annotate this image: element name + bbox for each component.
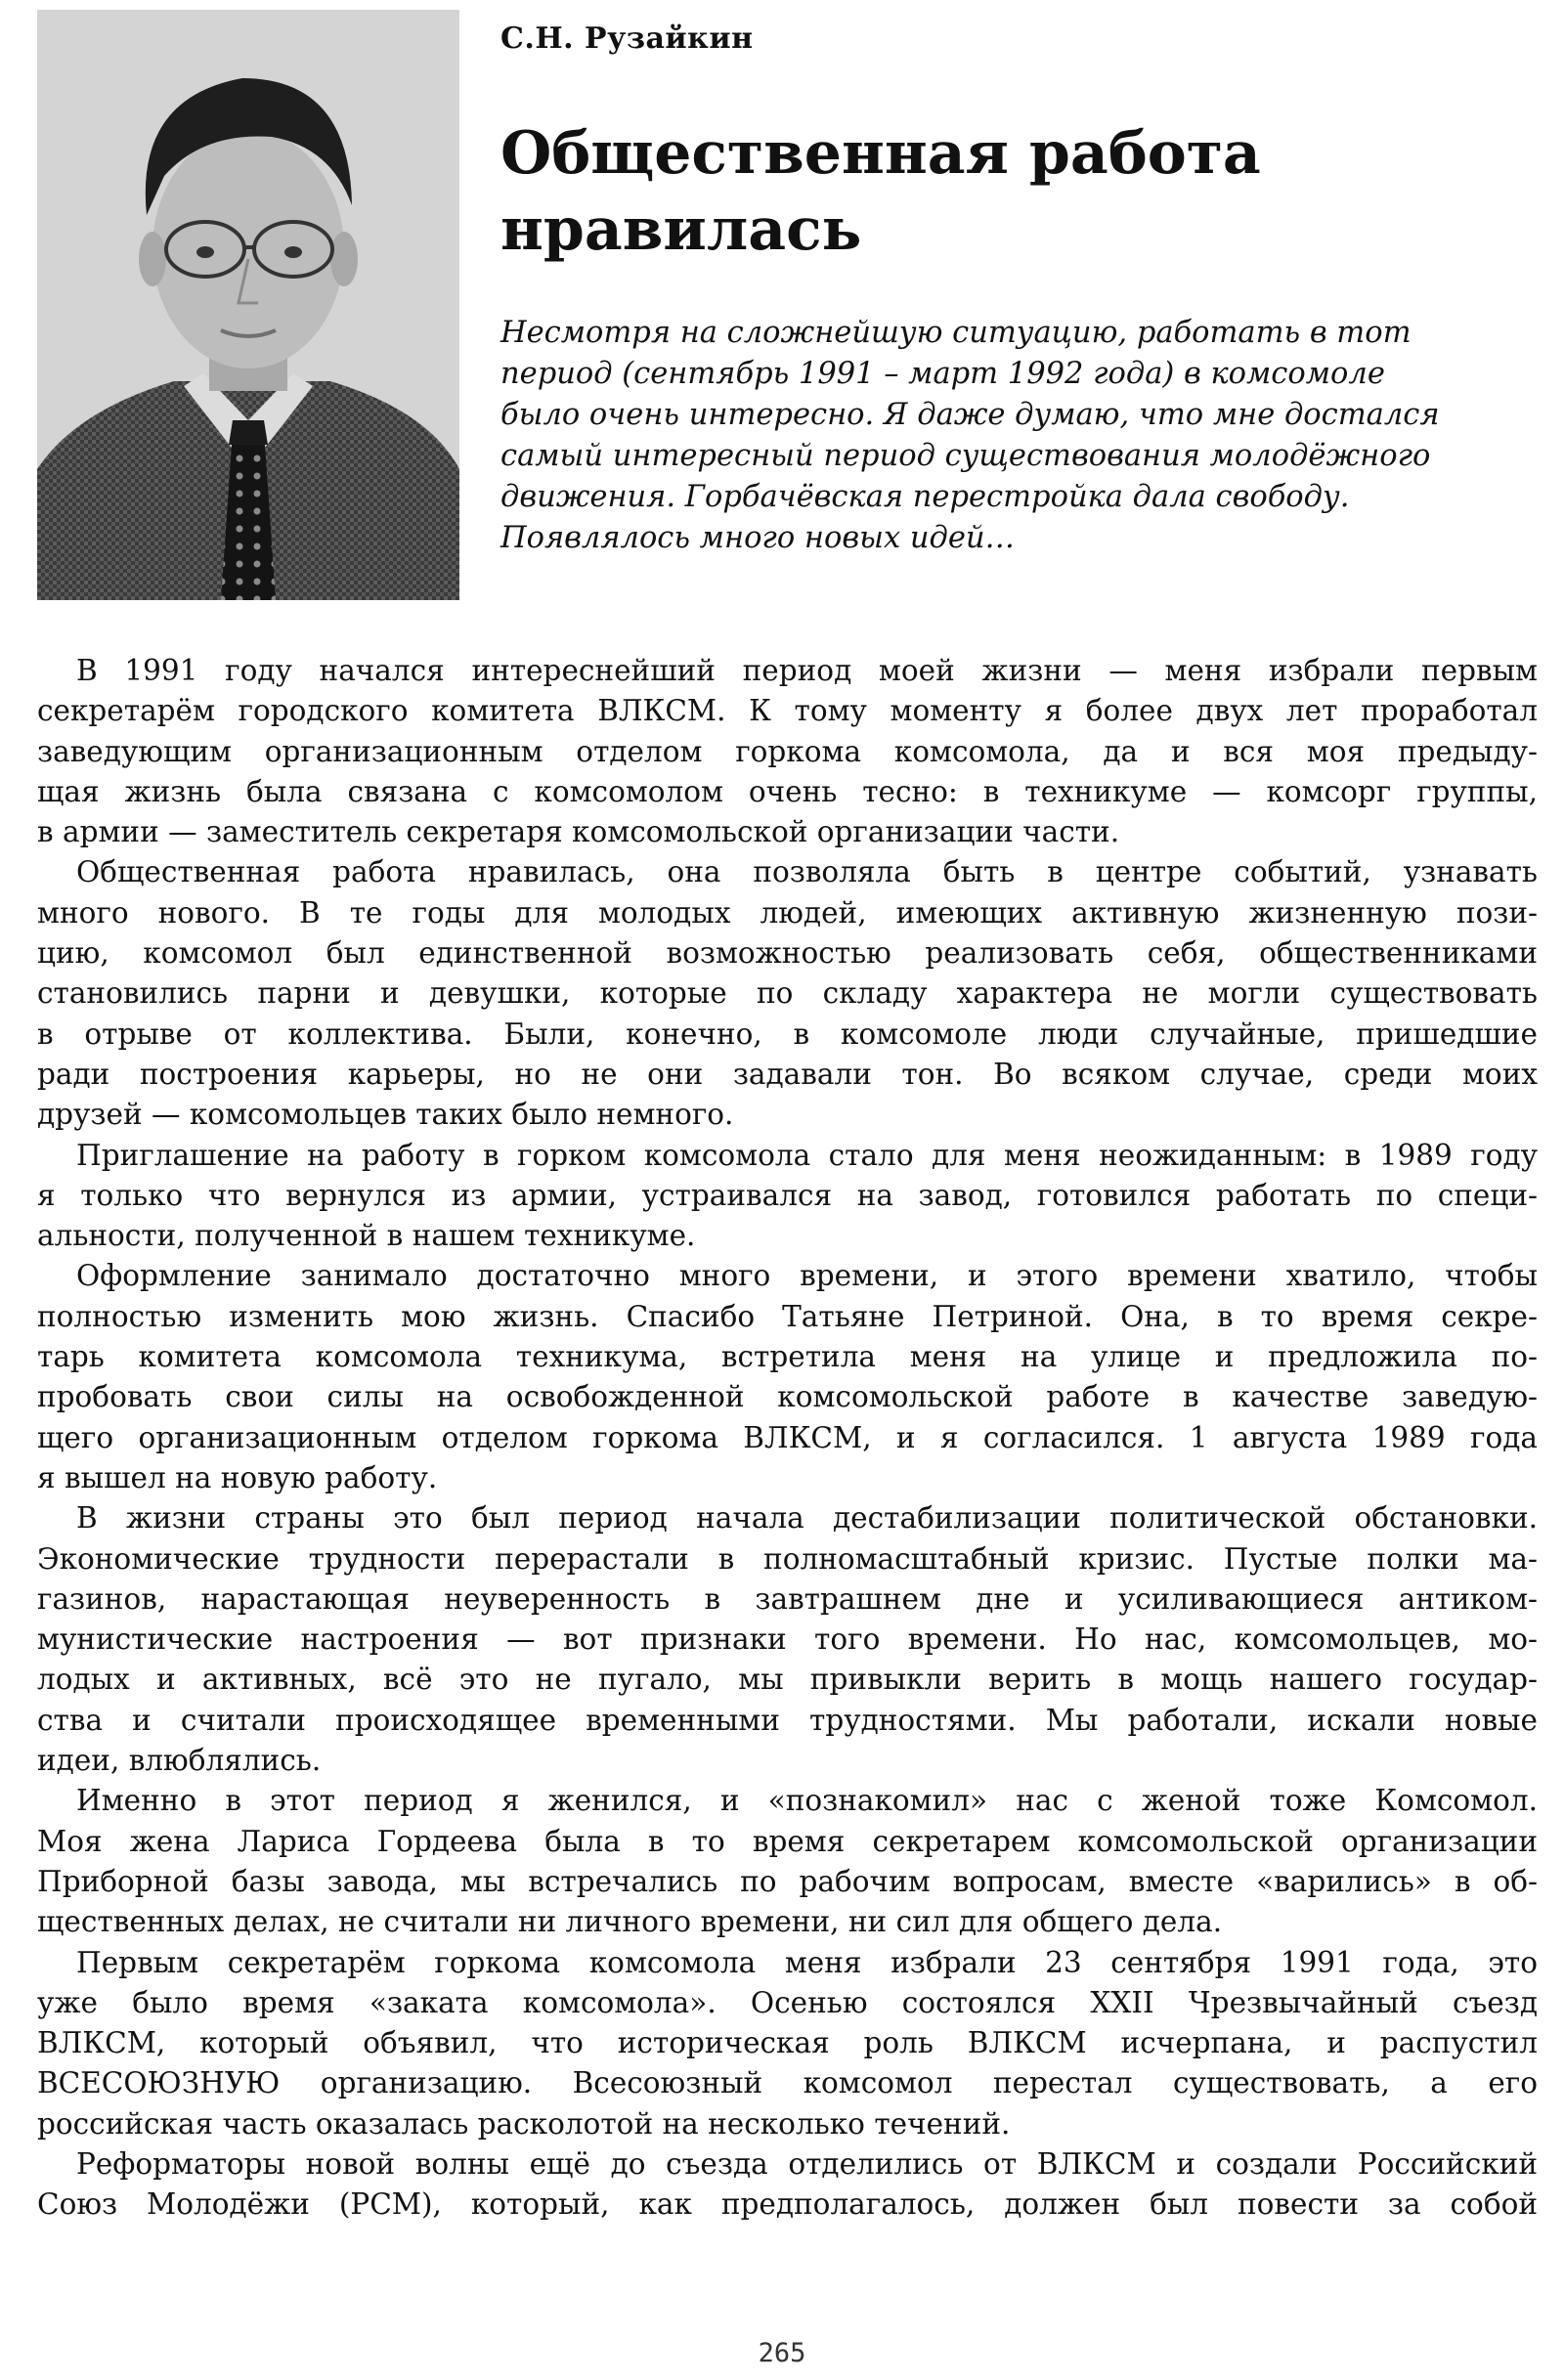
text-line: идеи, влюблялись. — [37, 1744, 322, 1778]
body-paragraph — [37, 1136, 1538, 1257]
text-line: Экономические трудности перерастали в полномасштабный кризис. Пустые полки ма- — [37, 1541, 1538, 1576]
text-line: пробовать свои силы на освобожденной комсомольской работе в качестве заведую- — [37, 1380, 1538, 1414]
lead-line: Несмотря на сложнейшую ситуацию, работать в тот — [500, 316, 1412, 350]
text-line: Именно в этот период я женился, и «познакомил» нас с женой тоже Комсомол. — [76, 1784, 1538, 1818]
body-paragraph — [37, 1781, 1538, 1942]
text-line: уже было время «заката комсомола». Осенью состоялся XXII Чрезвычайный съезд — [37, 1985, 1538, 2019]
text-line: становились парни и девушки, которые по складу характера не могли существовать — [37, 976, 1538, 1011]
text-line: Первым секретарём горкома комсомола меня избрали 23 сентября 1991 года, это — [76, 1945, 1538, 1979]
title-line: нравилась — [500, 195, 862, 264]
body-paragraph — [37, 1943, 1538, 2144]
text-line: Приглашение на работу в горком комсомола стало для меня неожиданным: в 1989 году — [76, 1138, 1538, 1172]
text-line: много нового. В те годы для молодых людей, имеющих активную жизненную пози- — [37, 895, 1538, 930]
lead-line: Появлялось много новых идей… — [500, 521, 1016, 555]
text-line: Союз Молодёжи (РСМ), который, как предполагалось, должен был повести за собой — [37, 2187, 1538, 2222]
text-line: цию, комсомол был единственной возможностью реализовать себя, общественниками — [37, 936, 1538, 971]
text-line: секретарём городского комитета ВЛКСМ. К тому моменту я более двух лет проработал — [37, 694, 1538, 728]
lead-line: было очень интересно. Я даже думаю, что мне достался — [500, 398, 1440, 432]
text-line: Реформаторы новой волны ещё до съезда отделились от ВЛКСМ и создали Российский — [76, 2146, 1538, 2181]
body-paragraph — [37, 1256, 1538, 1498]
text-line: ради построения карьеры, но не они задавали тон. Во всяком случае, среди моих — [37, 1057, 1538, 1091]
text-line: лодых и активных, всё это не пугало, мы привыкли верить в мощь нашего государ- — [37, 1663, 1538, 1697]
text-line: в отрыве от коллектива. Были, конечно, в комсомоле люди случайные, пришедшие — [37, 1017, 1538, 1051]
title-line: Общественная работа — [500, 119, 1261, 188]
text-line: Общественная работа нравилась, она позволяла быть в центре событий, узнавать — [76, 855, 1538, 889]
text-line: в армии — заместитель секретаря комсомольской организации части. — [37, 815, 1120, 849]
text-line: я только что вернулся из армии, устраивался на завод, готовился работать по специ- — [37, 1178, 1538, 1212]
text-line: я вышел на новую работу. — [37, 1460, 438, 1494]
text-line: полностью изменить мою жизнь. Спасибо Татьяне Петриной. Она, в то время секре- — [37, 1299, 1538, 1333]
body-paragraph — [37, 852, 1538, 1135]
text-line: ВСЕСОЮЗНУЮ организацию. Всесоюзный комсомол перестал существовать, а его — [37, 2066, 1538, 2100]
body-paragraph — [37, 651, 1538, 852]
text-line: газинов, нарастающая неуверенность в завтрашнем дне и усиливающиеся антиком- — [37, 1581, 1538, 1616]
text-line: ВЛКСМ, который объявил, что историческая роль ВЛКСМ исчерпана, и распустил — [37, 2026, 1538, 2060]
article-title — [500, 115, 1527, 268]
text-line: Оформление занимало достаточно много времени, и этого времени хватило, чтобы — [76, 1259, 1538, 1293]
page-number: 265 — [758, 2338, 806, 2368]
lead-paragraph — [500, 313, 1537, 559]
text-line: В 1991 году начался интереснейший период моей жизни — меня избрали первым — [76, 654, 1538, 687]
text-line: В жизни страны это был период начала дестабилизации политической обстановки. — [76, 1501, 1538, 1536]
text-line: альности, полученной в нашем техникуме. — [37, 1219, 696, 1253]
text-line: ства и считали происходящее временными трудностями. Мы работали, искали новые — [37, 1703, 1538, 1737]
author-portrait-drawing — [37, 10, 459, 600]
lead-line: движения. Горбачёвская перестройка дала свободу. — [500, 480, 1350, 514]
author-portrait — [37, 10, 459, 600]
body-paragraph — [37, 1498, 1538, 1781]
text-line: Приборной базы завода, мы встречались по рабочим вопросам, вместе «варились» в об- — [37, 1864, 1538, 1898]
author-name: С.Н. Рузайкин — [500, 22, 754, 56]
text-line: щая жизнь была связана с комсомолом очень тесно: в техникуме — комсорг группы, — [37, 774, 1538, 808]
text-line: тарь комитета комсомола техникума, встретила меня на улице и предложила по- — [37, 1340, 1538, 1374]
text-line: мунистические настроения — вот признаки того времени. Но нас, комсомольцев, мо- — [37, 1623, 1538, 1657]
text-line: щего организационным отделом горкома ВЛКСМ, и я согласился. 1 августа 1989 года — [37, 1420, 1538, 1454]
lead-line: самый интересный период существования молодёжного — [500, 439, 1431, 473]
text-line: российская часть оказалась расколотой на несколько течений. — [37, 2106, 1011, 2141]
text-line: щественных делах, не считали ни личного времени, ни сил для общего дела. — [37, 1905, 1223, 1939]
text-line: друзей — комсомольцев таких было немного. — [37, 1098, 734, 1132]
body-paragraph — [37, 2144, 1538, 2226]
text-line: заведующим организационным отделом горкома комсомола, да и вся моя предыду- — [37, 734, 1538, 768]
text-line: Моя жена Лариса Гордеева была в то время секретарем комсомольской организации — [37, 1824, 1538, 1858]
article-body — [37, 651, 1538, 2226]
lead-line: период (сентябрь 1991 – март 1992 года) в комсомоле — [500, 357, 1385, 391]
